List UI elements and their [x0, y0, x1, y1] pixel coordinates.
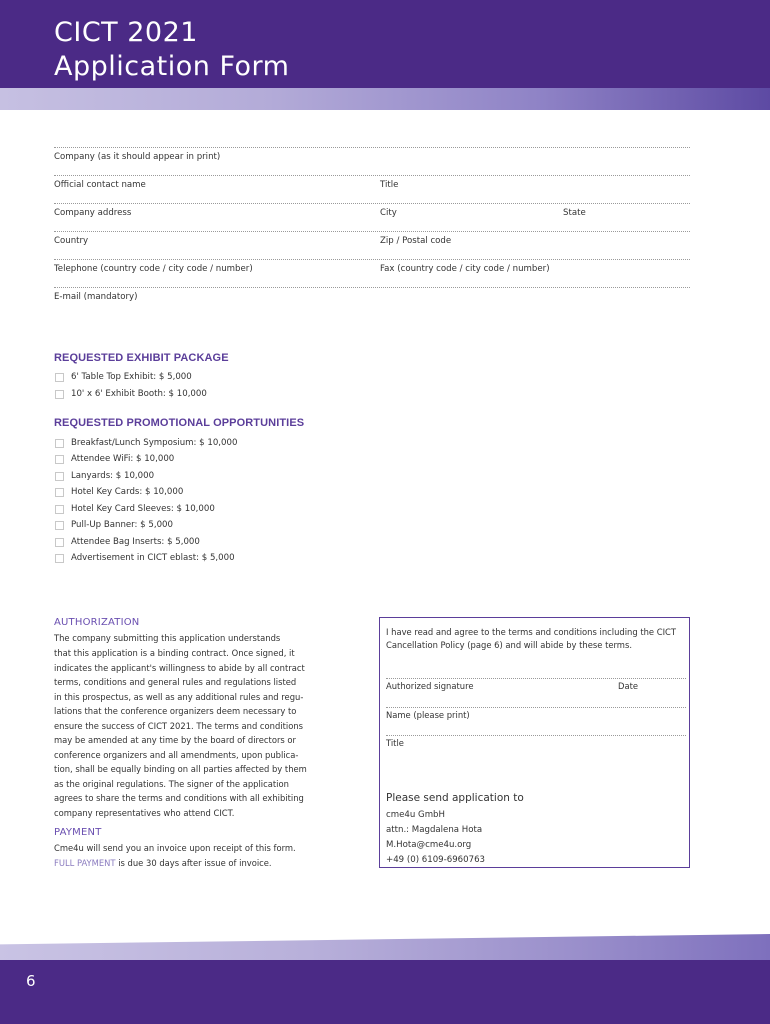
contact-email[interactable]: M.Hota@cme4u.org: [386, 840, 472, 850]
checkbox[interactable]: [55, 554, 64, 563]
zip-label[interactable]: Zip / Postal code: [380, 236, 452, 246]
checkbox[interactable]: [55, 455, 64, 464]
title-line-1: CICT 2021: [54, 17, 198, 48]
authorization-heading: AUTHORIZATION: [54, 617, 140, 628]
payment-text-line-2: [54, 858, 272, 868]
state-label[interactable]: State: [563, 208, 586, 218]
payment-terms: is due 30 days after issue of invoice.: [115, 858, 272, 868]
promo-option-label: Lanyards: $ 10,000: [71, 471, 155, 481]
email-label: E-mail (mandatory): [54, 292, 138, 302]
page-number: 6: [26, 972, 36, 990]
promo-option-label: Hotel Key Card Sleeves: $ 10,000: [71, 504, 215, 514]
authorized-signature-label: Authorized signature: [386, 681, 474, 691]
full-payment-emphasis: FULL PAYMENT: [54, 858, 116, 868]
footer-band: [0, 960, 770, 1024]
fax-label[interactable]: Fax (country code / city code / number): [380, 264, 550, 274]
authorization-text-line: may be amended at any time by the board of directors or: [54, 735, 296, 745]
payment-text-line: Cme4u will send you an invoice upon receipt of this form.: [54, 843, 296, 853]
exhibit-option-label: 6' Table Top Exhibit: $ 5,000: [71, 372, 192, 382]
company-name: cme4u GmbH: [386, 810, 445, 820]
send-application-heading: Please send application to: [386, 792, 524, 804]
signature-box: [379, 617, 690, 868]
phone-row: [54, 259, 690, 281]
authorization-text-line: as the original regulations. The signer of the application: [54, 779, 289, 789]
name-label: Name (please print): [386, 710, 470, 720]
promo-option-label: Attendee Bag Inserts: $ 5,000: [71, 537, 200, 547]
promo-option-label: Attendee WiFi: $ 10,000: [71, 454, 175, 464]
official-contact-label[interactable]: Official contact name: [54, 180, 146, 190]
promo-option-label: Pull-Up Banner: $ 5,000: [71, 520, 173, 530]
date-label: Date: [618, 681, 639, 691]
payment-heading: PAYMENT: [54, 827, 102, 838]
page-header: [0, 0, 770, 110]
footer-gradient-strip: [0, 934, 770, 960]
title-line[interactable]: [386, 735, 686, 736]
page-footer: [0, 934, 770, 1024]
exhibit-option-label: 10' x 6' Exhibit Booth: $ 10,000: [71, 389, 207, 399]
promotional-heading: REQUESTED PROMOTIONAL OPPORTUNITIES: [54, 417, 305, 429]
header-gradient-strip: [0, 88, 770, 110]
authorization-text-line: indicates the applicant's willingness to abide by all contract: [54, 663, 305, 673]
checkbox[interactable]: [55, 373, 64, 382]
title-line-2: Application Form: [54, 51, 290, 82]
box-title-label: Title: [386, 738, 404, 748]
contact-title-row: [54, 175, 690, 197]
authorization-text-line: The company submitting this application understands: [54, 633, 281, 643]
agree-text-line-1: I have read and agree to the terms and conditions including the CICT: [386, 627, 677, 637]
email-field[interactable]: [54, 287, 690, 309]
contact-phone: +49 (0) 6109-6960763: [386, 855, 486, 865]
attention-line: attn.: Magdalena Hota: [386, 825, 483, 835]
checkbox[interactable]: [55, 538, 64, 547]
country-row: [54, 231, 690, 253]
country-label[interactable]: Country: [54, 236, 89, 246]
checkbox[interactable]: [55, 390, 64, 399]
signature-line[interactable]: [386, 678, 686, 679]
authorization-text-line: terms, conditions and general rules and regulations listed: [54, 677, 297, 687]
name-line[interactable]: [386, 707, 686, 708]
authorization-text-line: company representatives who attend CICT.: [54, 808, 235, 818]
checkbox[interactable]: [55, 505, 64, 514]
promo-option-label: Breakfast/Lunch Symposium: $ 10,000: [71, 438, 238, 448]
authorization-text-line: lations that the conference organizers deem necessary to: [54, 706, 297, 716]
company-field[interactable]: [54, 147, 690, 169]
authorization-text-line: in this prospectus, as well as any additional rules and regu-: [54, 692, 304, 702]
company-label: Company (as it should appear in print): [54, 152, 221, 162]
title-label[interactable]: Title: [380, 180, 399, 190]
authorization-text-line: that this application is a binding contract. Once signed, it: [54, 648, 295, 658]
company-address-label[interactable]: Company address: [54, 208, 132, 218]
authorization-text-line: conference organizers and all amendments, upon publica-: [54, 750, 299, 760]
checkbox[interactable]: [55, 488, 64, 497]
address-row: [54, 203, 690, 225]
checkbox[interactable]: [55, 439, 64, 448]
city-label[interactable]: City: [380, 208, 397, 218]
exhibit-heading: REQUESTED EXHIBIT PACKAGE: [54, 352, 229, 364]
promo-option-label: Hotel Key Cards: $ 10,000: [71, 487, 184, 497]
promo-option-label: Advertisement in CICT eblast: $ 5,000: [71, 553, 235, 563]
authorization-text-line: agrees to share the terms and conditions with all exhibiting: [54, 793, 304, 803]
authorization-text-line: ensure the success of CICT 2021. The terms and conditions: [54, 721, 304, 731]
checkbox[interactable]: [55, 472, 64, 481]
page-title: [54, 16, 289, 84]
telephone-label[interactable]: Telephone (country code / city code / number): [54, 264, 253, 274]
checkbox[interactable]: [55, 521, 64, 530]
authorization-text-line: tion, shall be equally binding on all parties affected by them: [54, 764, 307, 774]
agree-text-line-2: Cancellation Policy (page 6) and will abide by these terms.: [386, 640, 632, 650]
